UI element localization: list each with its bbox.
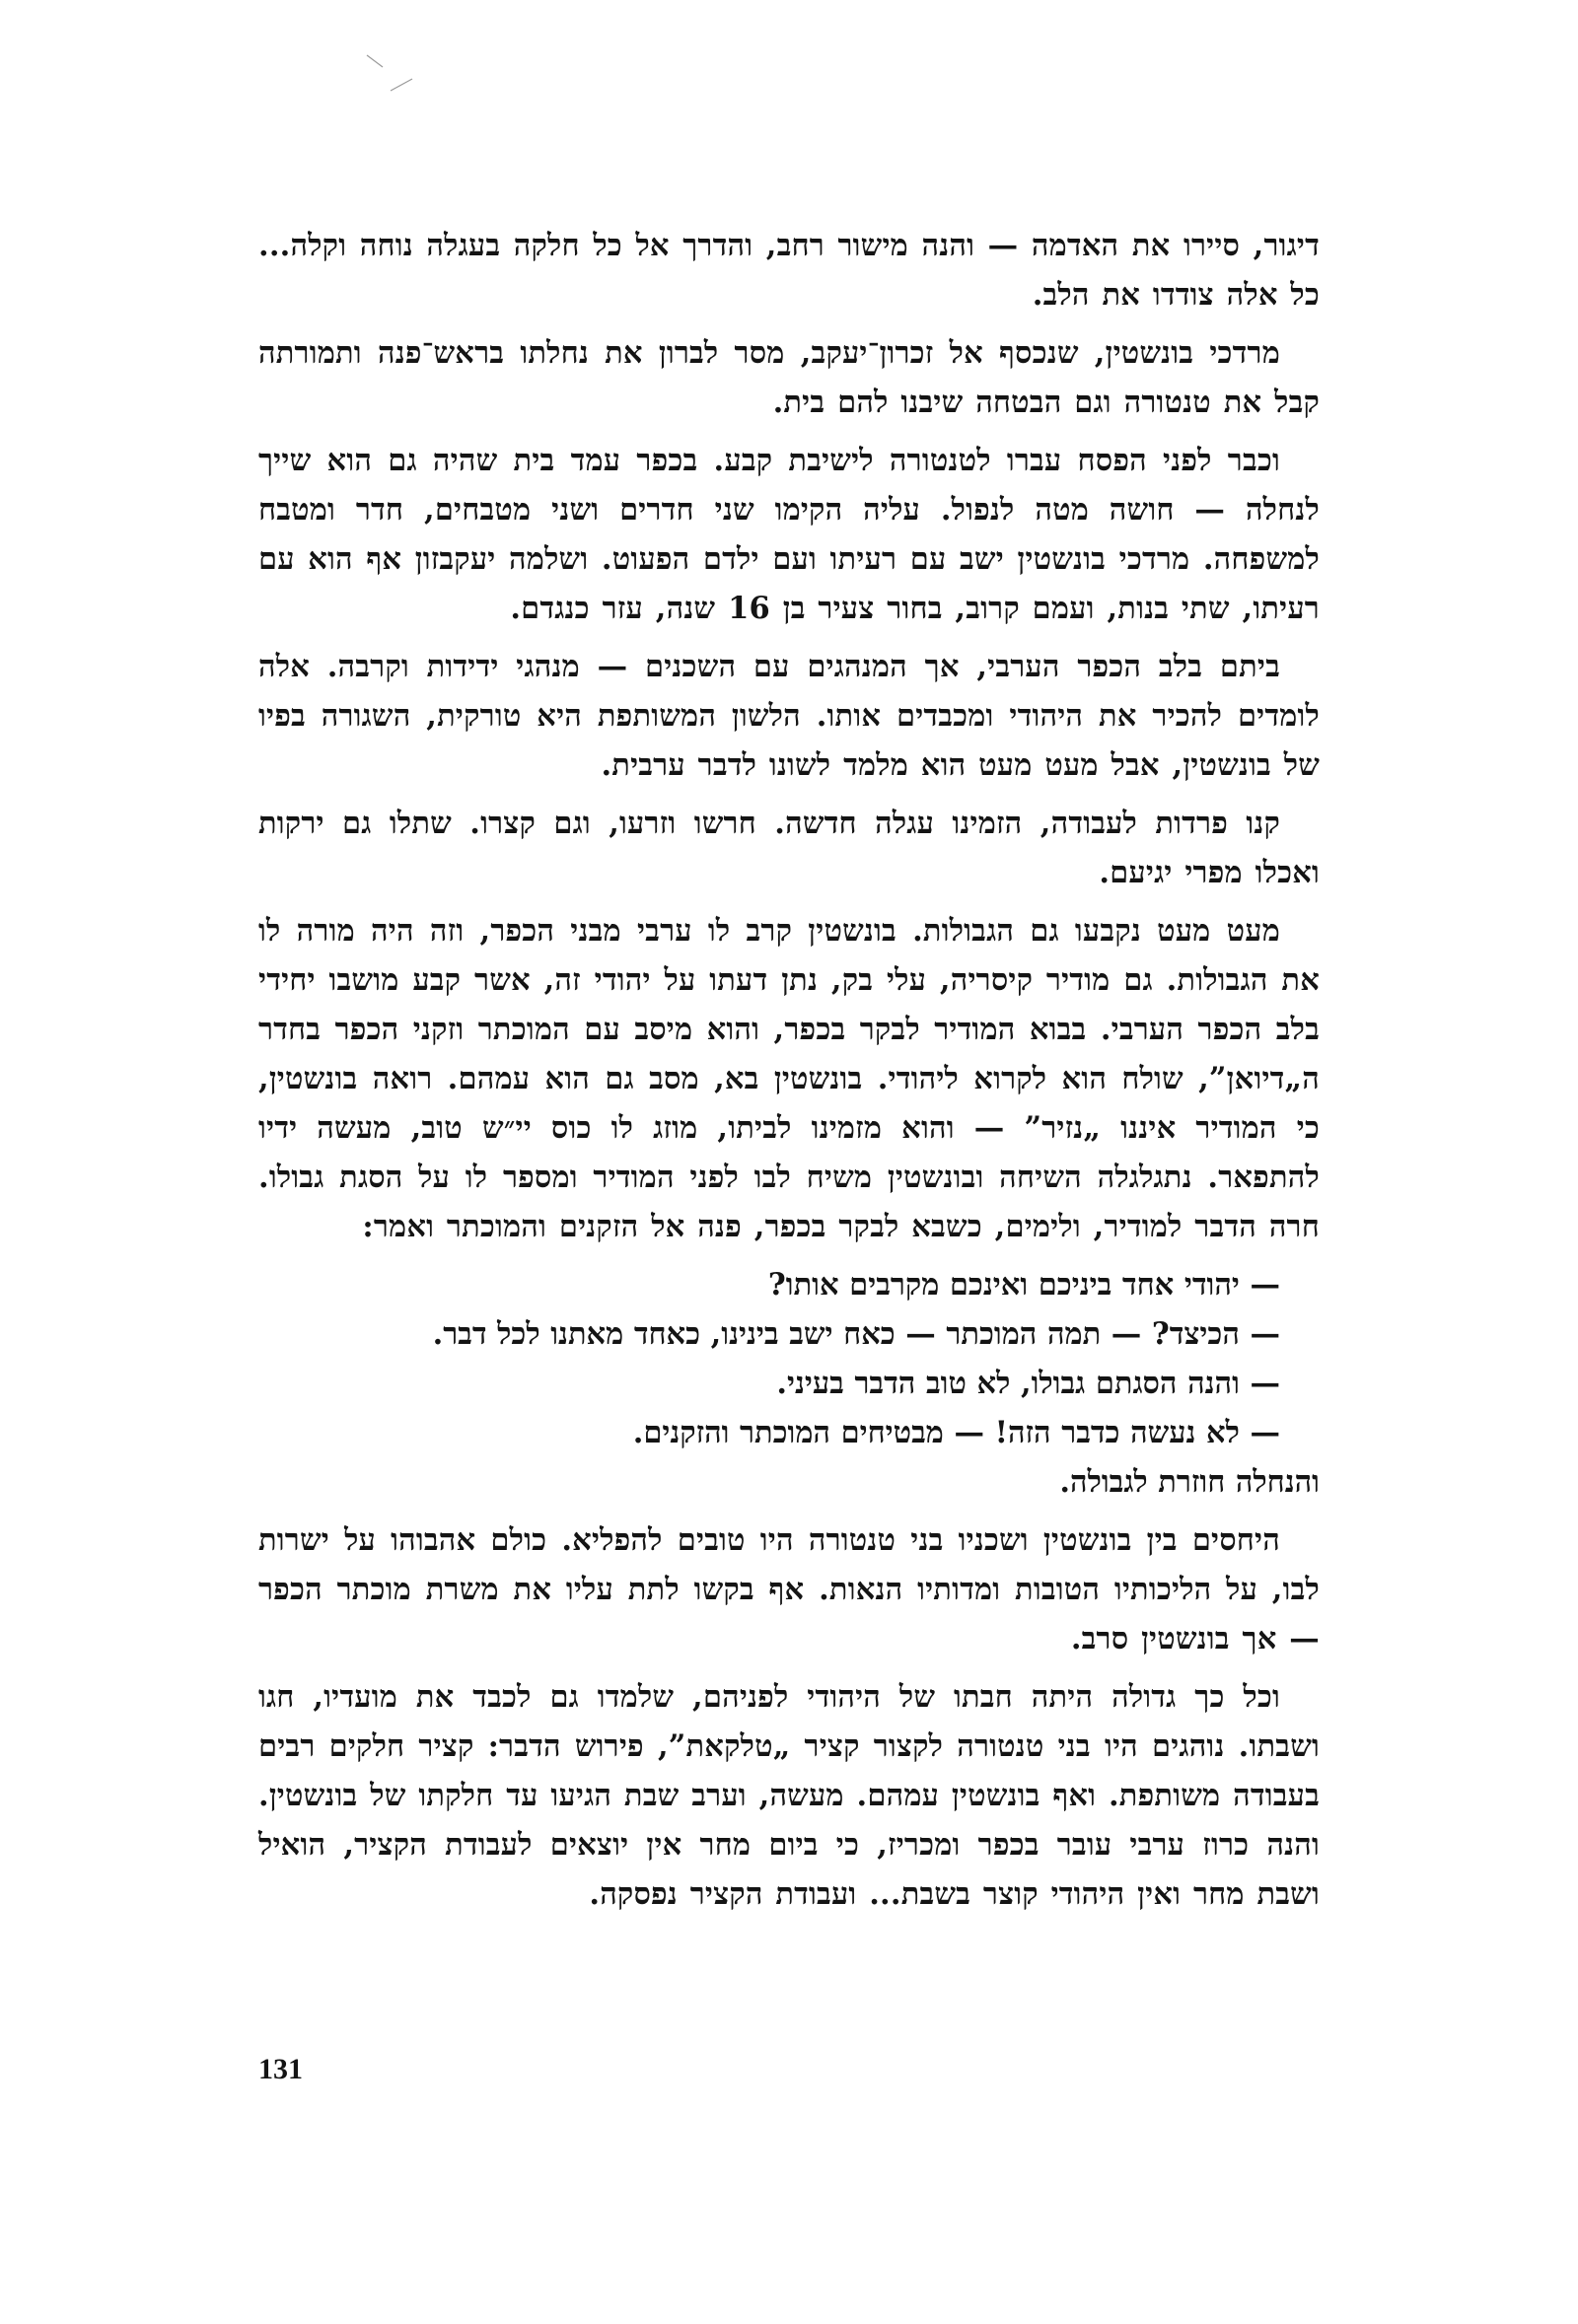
dialogue-line-2: — הכיצד? — תמה המוכתר — כאח ישב בינינו, כאחד מאתנו לכל דבר. — [432, 1316, 1280, 1352]
dialogue-line-4: — לא נעשה כדבר הזה! — מבטיחים המוכתר והזקנים. — [632, 1415, 1280, 1450]
dialogue-block — [258, 1260, 1320, 1507]
dialogue-line-3: — והנה הסגתם גבולו, לא טוב הדבר בעיני. — [776, 1366, 1280, 1401]
closing-line: והנחלה חוזרת לגבולה. — [1059, 1464, 1320, 1500]
book-page-text — [258, 221, 1320, 1928]
dialogue-line-1: — יהודי אחד ביניכם ואינכם מקרבים אותו? — [767, 1267, 1280, 1303]
paragraph-6: מעט מעט נקבעו גם הגבולות. בונשטין קרב לו ערבי מבני הכפר, וזה היה מורה לו את הגבולות. גם מודיר קיסריה, עלי בק, נתן דעתו על יהודי זה, אשר קבע מושבו יחידי בלב הכפר הערבי. בבוא המודיר לבקר בכפר, והוא מיסב עם המוכתר וזקני הכפר בחדר ה„דיואן”, שולח הוא לקרוא ליהודי. בונשטין בא, מסב גם הוא עמהם. רואה בונשטין, כי המודיר איננו „נזיר” — והוא מזמינו לביתו, מוזג לו כוס יי״ש טוב, מעשה ידיו להתפאר. נתגלגלה השיחה ובונשטין משיח לבו לפני המודיר ומספר לו על הסגת גבולו. חרה הדבר למודיר, ולימים, כשבא לבקר בכפר, פנה אל הזקנים והמוכתר ואמר: — [258, 913, 1320, 1244]
paragraph-8: וכל כך גדולה היתה חבתו של היהודי לפניהם, שלמדו גם לכבד את מועדיו, חגו ושבתו. נוהגים היו בני טנטורה לקצור קציר „טלקאת”, פירוש הדבר: קציר חלקים רבים בעבודה משותפת. ואף בונשטין עמהם. מעשה, וערב שבת הגיעו עד חלקתו של בונשטין. והנה כרוז ערבי עובר בכפר ומכריז, כי ביום מחר אין יוצאים לעבודת הקציר, הואיל ושבת מחר ואין היהודי קוצר בשבת... ועבודת הקציר נפסקה. — [258, 1679, 1320, 1912]
page-number: 131 — [258, 2053, 303, 2085]
paragraph-5: קנו פרדות לעבודה, הזמינו עגלה חדשה. חרשו וזרעו, וגם קצרו. שתלו גם ירקות ואכלו מפרי יגיעם. — [258, 806, 1320, 890]
paragraph-3: וכבר לפני הפסח עברו לטנטורה לישיבת קבע. בכפר עמד בית שהיה גם הוא שייך לנחלה — חושה מטה לנפול. עליה הקימו שני חדרים ושני מטבחים, חדר ומטבח למשפחה. מרדכי בונשטין ישב עם רעיתו ועם ילדם הפעוט. ושלמה יעקבזון אף הוא עם רעיתו, שתי בנות, ועמם קרוב, בחור צעיר בן 16 שנה, עזר כנגדם. — [258, 443, 1320, 626]
scan-artifact-mark — [363, 51, 432, 99]
paragraph-1: דיגור, סיירו את האדמה — והנה מישור רחב, והדרך אל כל חלקה בעגלה נוחה וקלה... כל אלה צודדו את הלב. — [258, 228, 1320, 313]
paragraph-7: היחסים בין בונשטין ושכניו בני טנטורה היו טובים להפליא. כולם אהבוהו על ישרות לבו, על הליכותיו הטובות ומדותיו הנאות. אף בקשו לתת עליו את משרת מוכתר הכפר — אך בונשטין סרב. — [258, 1522, 1320, 1656]
paragraph-2: מרדכי בונשטין, שנכסף אל זכרון־יעקב, מסר לברון את נחלתו בראש־פנה ותמורתה קבל את טנטורה וגם הבטחה שיבנו להם בית. — [258, 335, 1320, 420]
paragraph-4: ביתם בלב הכפר הערבי, אך המנהגים עם השכנים — מנהגי ידידות וקרבה. אלה לומדים להכיר את היהודי ומכבדים אותו. הלשון המשותפת היא טורקית, השגורה בפיו של בונשטין, אבל מעט מעט הוא מלמד לשונו לדבר ערבית. — [258, 649, 1320, 783]
